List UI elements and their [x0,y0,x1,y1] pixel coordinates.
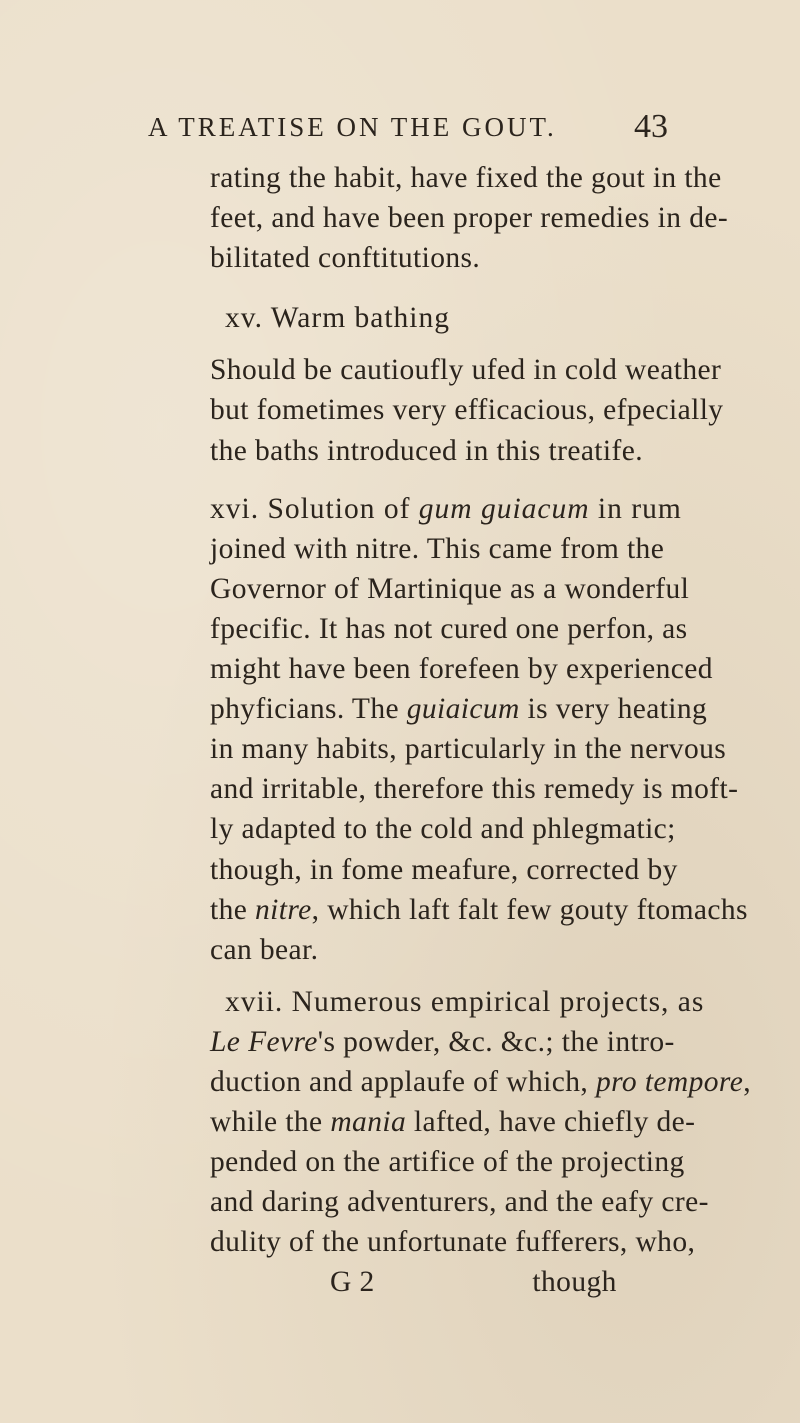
body-text [210,158,751,1303]
text-line: ly adapted to the cold and phlegmatic; [210,813,676,846]
text-line: the nitre, which laft falt few gouty ftomachs [210,893,748,926]
catchword: though [532,1266,617,1299]
running-title: A TREATISE ON THE GOUT. [148,112,557,142]
signature-mark: G 2 [330,1266,375,1299]
text-line-xvii: xvii. Numerous empirical projects, as [225,985,705,1018]
text-line: the baths introduced in this treatife. [210,434,643,467]
text-line: Should be cautioufly ufed in cold weather [210,354,722,387]
text-line: might have been forefeen by experienced [210,653,713,686]
text-line: though, in fome meafure, corrected by [210,853,678,886]
text-line: in many habits, particularly in the nervous [210,733,727,766]
page-number: 43 [634,108,668,145]
page-footer [210,1262,660,1302]
text-line: fpecific. It has not cured one perfon, as [210,612,688,645]
text-line: can bear. [210,933,319,966]
text-line-xvi: xvi. Solution of gum guiacum in rum [210,492,682,525]
text-line: rating the habit, have fixed the gout in the [210,162,722,194]
text-line: Governor of Martinique as a wonderful [210,572,690,605]
text-line: bilitated conftitutions. [210,242,481,275]
text-line: duction and applaufe of which, pro tempore, [210,1065,751,1098]
text-line: phyficians. The guiaicum is very heating [210,693,708,726]
running-header [148,106,668,154]
text-line: and irritable, therefore this remedy is moft- [210,773,739,806]
text-line: pended on the artifice of the projecting [210,1146,685,1179]
text-line: dulity of the unfortunate fufferers, who, [210,1226,696,1259]
text-line: while the mania lafted, have chiefly de- [210,1106,696,1139]
text-line: and daring adventurers, and the eafy cre- [210,1186,709,1219]
text-line: but fometimes very efficacious, efpecially [210,394,724,427]
text-line: joined with nitre. This came from the [210,532,665,565]
text-line: feet, and have been proper remedies in de- [210,202,729,235]
section-heading-xv: xv. Warm bathing [225,302,451,335]
text-line: Le Fevre's powder, &c. &c.; the intro- [210,1025,675,1058]
